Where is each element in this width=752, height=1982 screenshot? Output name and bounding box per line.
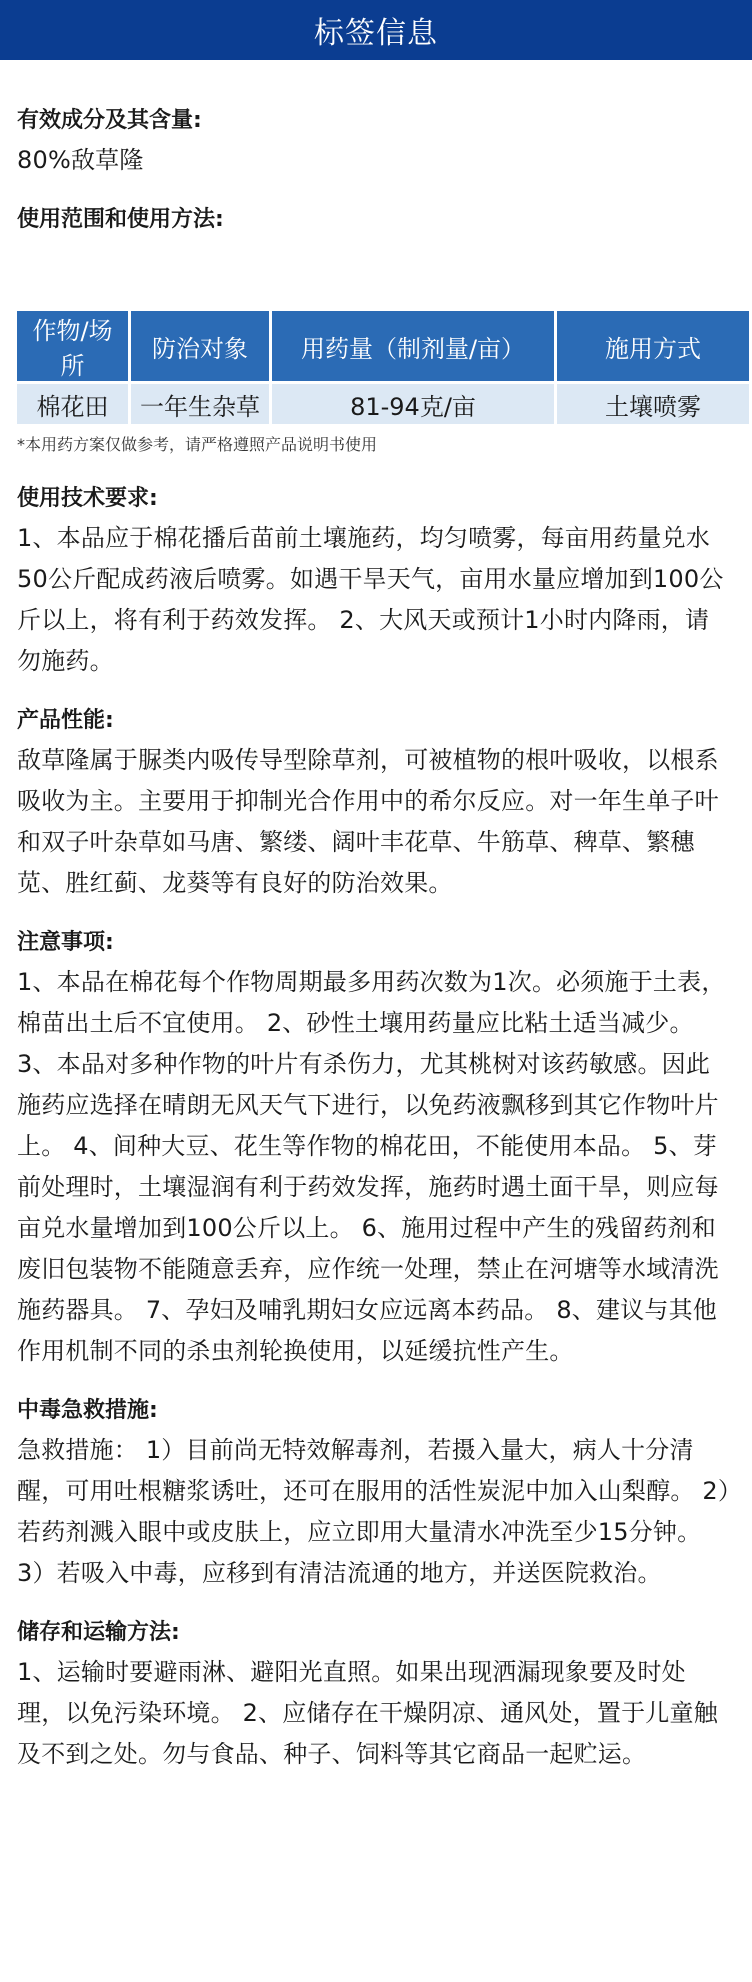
column-header-target: 防治对象: [131, 311, 269, 384]
page-title: 标签信息: [314, 16, 438, 51]
precautions-text: 1、本品在棉花每个作物周期最多用药次数为1次。必须施于土表，棉苗出土后不宜使用。 2、砂性土壤用药量应比粘土适当减少。 3、本品对多种作物的叶片有杀伤力，尤其桃树对该药敏感。因此施药应选择在晴朗无风天气下进行，以免药液飘移到其它作物叶片上。 4、间种大豆、花生等作物的棉花田，不能使用本品。 5、芽前处理时，土壤湿润有利于药效发挥，施药时遇土面干旱，则应每亩兑水量增加到100公斤以上。 6、施用过程中产生的残留药剂和废旧包装物不能随意丢弃，应作统一处理，禁止在河塘等水域清洗施药器具。 7、孕妇及哺乳期妇女应远离本药品。 8、建议与其他作用机制不同的杀虫剂轮换使用，以延缓抗性产生。: [17, 968, 726, 1365]
product-performance-label: 产品性能:: [17, 708, 114, 733]
storage-label: 储存和运输方法:: [17, 1620, 180, 1645]
first-aid-label: 中毒急救措施:: [17, 1398, 158, 1423]
column-header-crop: 作物/场所: [17, 311, 128, 384]
ingredients-label: 有效成分及其含量:: [17, 108, 202, 133]
first-aid-text: 急救措施： 1）目前尚无特效解毒剂，若摄入量大，病人十分清醒，可用吐根糖浆诱吐，还可在服用的活性炭泥中加入山梨醇。 2）若药剂溅入眼中或皮肤上，应立即用大量清水冲洗至少15分钟。 3）若吸入中毒，应移到有清洁流通的地方，并送医院救治。: [17, 1436, 731, 1587]
ingredients-value: 80%敌草隆: [17, 146, 144, 174]
usage-label: 使用范围和使用方法:: [17, 207, 224, 232]
technical-requirements-text: 1、本品应于棉花播后苗前土壤施药，均匀喷雾，每亩用药量兑水50公斤配成药液后喷雾。如遇干旱天气，亩用水量应增加到100公斤以上，将有利于药效发挥。 2、大风天或预计1小时内降雨，请勿施药。: [17, 524, 724, 675]
cell-method: 土壤喷雾: [557, 384, 749, 424]
technical-requirements-label: 使用技术要求:: [17, 486, 158, 511]
page-header: [0, 0, 752, 60]
precautions-label: 注意事项:: [17, 930, 114, 955]
column-header-method: 施用方式: [557, 311, 749, 384]
table-header-row: [17, 311, 749, 384]
table-note: *本用药方案仅做参考，请严格遵照产品说明书使用: [17, 435, 378, 454]
cell-dosage: 81-94克/亩: [272, 384, 554, 424]
storage-text: 1、运输时要避雨淋、避阳光直照。如果出现洒漏现象要及时处理，以免污染环境。 2、应储存在干燥阴凉、通风处，置于儿童触及不到之处。勿与食品、种子、饲料等其它商品一起贮运。: [17, 1658, 718, 1768]
cell-crop: 棉花田: [17, 384, 128, 424]
column-header-dosage: 用药量（制剂量/亩）: [272, 311, 554, 384]
cell-target: 一年生杂草: [131, 384, 269, 424]
table-row: [17, 384, 749, 424]
label-content: [0, 106, 752, 1775]
product-performance-text: 敌草隆属于脲类内吸传导型除草剂，可被植物的根叶吸收，以根系吸收为主。主要用于抑制光合作用中的希尔反应。对一年生单子叶和双子叶杂草如马唐、繁缕、阔叶丰花草、牛筋草、稗草、繁穗苋、胜红蓟、龙葵等有良好的防治效果。: [17, 746, 719, 897]
dosage-table: [14, 311, 752, 424]
